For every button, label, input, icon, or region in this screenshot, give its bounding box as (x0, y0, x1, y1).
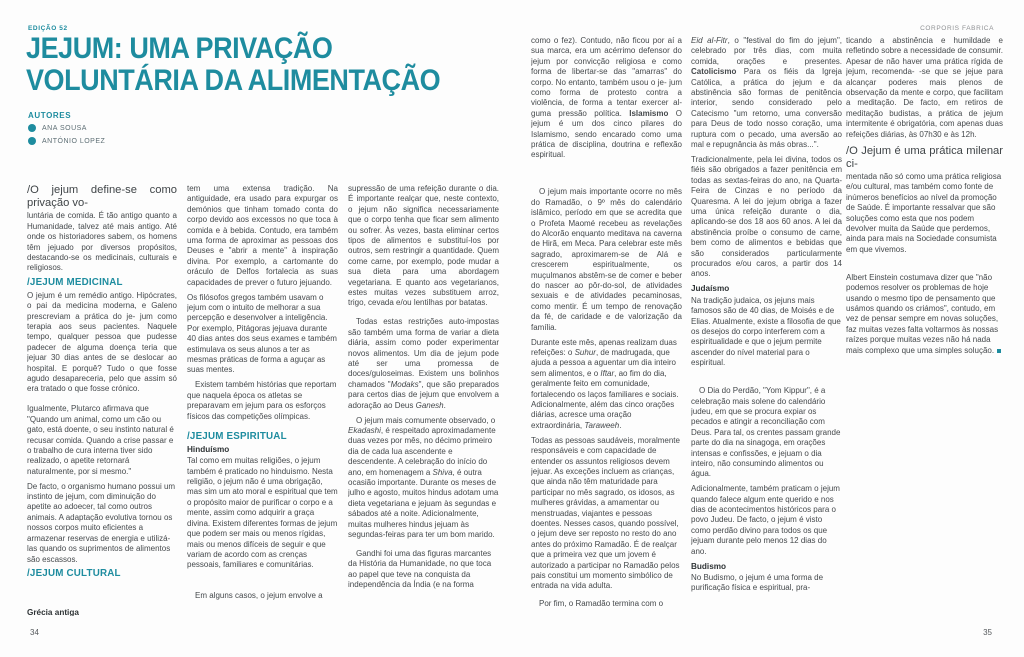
text-run: luntária de comida. É tão antigo quanto a Humanidade, talvez até mais antigo. Até onde os historiadores sabem, os homens têm jejuado por diversos propósitos, destacando-se os medicinais, culturais e religiosos. (27, 211, 177, 273)
paragraph (27, 482, 177, 565)
spacer (27, 582, 177, 608)
text-run: O jejum mais importante ocorre no mês do Ramadão, o 9º mês do calendário islâmico, período em que se acredita que o Profeta Maomé recebeu as revelações do Alcorão enquanto meditava na caverna de Hirã, em Meca. Para celebrar este mês sagrado, aproximarem-se de Alá e crescerem espiritualmente, os muçulmanos abstêm-se de comer e beber do nascer ao pôr-do-sol, de atividades sexuais e de atividades pecaminosas, como mentir. É um tempo de renovação da fé, de caridade e de valorização da família. (531, 187, 682, 332)
text-column-6 (846, 36, 1003, 618)
text-run: No Budismo, o jejum é uma forma de purificação física e espiritual, pra- (691, 573, 824, 593)
inline-italic-term: Ganesh (415, 400, 444, 410)
text-run: O jejum é um dos cinco pilares do Islamismo, sendo encarado como uma prática de disciplina, doutrina e reflexão espiritual. (531, 108, 682, 160)
text-run: Judaísmo (691, 284, 730, 294)
text-run: Hinduísmo (187, 444, 230, 454)
text-run: Igualmente, Plutarco afirmava que "Quando um animal, como um cão ou gato, está doente, o seu instinto natural é recusar comida. Quando a crise passar e o trabalho de cura interna tiver sido realizado, o apetite retornará naturalmente, por si mesmo." (27, 404, 174, 476)
paragraph (187, 456, 338, 570)
author-item (28, 137, 105, 145)
text-run: tem uma extensa tradição. Na antiguidade, era usado para expurgar os demónios que tinham tomado conta do corpo devido aos excessos no que toca à comida e à bebida. Contudo, era também uma forma de aproximar as pessoas dos Deuses e "abrir a mente" à inspiração divina. Por exemplo, a cartomante do oráculo de Delfos fortalecia as suas capacidades de prever o futuro jejuando. (187, 184, 338, 287)
text-run: ticando a abstinência e humildade e refletindo sobre a necessidade de consumir. Apesar de não haver uma prática rígida de jejum, recomenda- -se que se jejue para alcançar poderes mais plenos de observação da mente e corpo, que facilitam a meditação. De facto, em retiros de meditação budistas, a prática de jejum intermitente é obrigatória, com apenas duas refeições diárias, às 07h30 e às 12h. (846, 36, 1003, 139)
text-run: supressão de uma refeição durante o dia. É importante realçar que, neste contexto, o jejum não significa necessariamente que o corpo tenha que ficar sem alimento ou sofrer. Às vezes, basta eliminar certos tipos de alimentos e substituí-los por outros, sem restringir a quantidade. Quem come carne, por exemplo, pode mudar a sua dieta para uma abordagem vegetariana. E quanto aos vegetarianos, estes muitas vezes substituem arroz, trigo, cevada e/ou lentilhas por batatas. (348, 184, 499, 308)
paragraph (348, 416, 499, 541)
inline-italic-term: Shiva (432, 467, 453, 477)
paragraph (846, 273, 1003, 356)
paragraph (691, 296, 842, 369)
paragraph (348, 549, 499, 591)
paragraph (846, 36, 1003, 140)
text-run: Por fim, o Ramadão termina com o (539, 599, 664, 609)
text-run: Grécia antiga (27, 607, 79, 616)
paragraph (531, 36, 682, 161)
text-run: Adicionalmente, também praticam o jejum quando falece algum ente querido e nos dias de acontecimentos históricos para o povo Judeu. De facto, o jejum é visto como perdão divino para todos os que jejuam durante pelo menos 12 dias do ano. (691, 484, 840, 556)
text-column-5 (691, 36, 842, 618)
section-heading (27, 569, 177, 579)
text-column-4 (531, 36, 682, 618)
paragraph (27, 211, 177, 273)
paragraph (531, 436, 682, 592)
section-heading (27, 278, 177, 288)
paragraph (187, 184, 338, 288)
paragraph (531, 187, 682, 333)
section-heading (187, 432, 338, 442)
authors-label: AUTORES (28, 111, 72, 120)
inline-italic-term: Modaks (390, 379, 419, 389)
inline-bold-term: Catolicismo (691, 67, 737, 77)
text-run: Durante este mês, apenas realizam duas refeições: o (531, 337, 677, 357)
sub-heading (27, 608, 177, 616)
paragraph (348, 184, 499, 309)
spacer (691, 373, 842, 386)
article-end-marker (997, 349, 1001, 353)
text-run: , é outra ocasião importante. Durante os meses de julho e agosto, muitos hindus adotam uma dieta vegetariana e jejuam às segundas e sábados até a noite. Adicionalmente, muitas mulheres hindus jejuam às segundas-feiras para ter um bom marido. (348, 467, 499, 539)
text-run: Os filósofos gregos também usavam o jejum com o intuito de melhorar a sua percepção e desenvolver a inteligência. Por exemplo, Pitágoras jejuava durante 40 dias antes dos seus exames e também estimulava os seus alunos a ter as mesmas práticas de forma a aguçar as suas mentes. (187, 292, 337, 375)
author-bullet-icon (28, 124, 36, 132)
text-run: Tal como em muitas religiões, o jejum também é praticado no hinduismo. Nesta religião, o jejum não é uma obrigação, mas sim um ato moral e espiritual que tem o propósito maior de purificar o corpo e a mente, assim como adquirir a graça divina. Existem diferentes formas de jejum que podem ser mais ou menos rígidas, mais ou menos difíceis de seguir e que variam de acordo com as crenças pessoais, familiares e comunitárias. (187, 456, 338, 570)
author-item (28, 124, 105, 132)
text-run: De facto, o organismo humano possui um instinto de jejum, com diminuição do apetite ao adoecer, tal como outros animais. A adaptação evolutiva tornou os nossos corpos muito eficientes a armazenar reservas de energia e utilizá-las quando os suprimentos de alimentos são escassos. (27, 481, 176, 564)
article-title-line1: JEJUM: UMA PRIVAÇÃO (26, 32, 333, 65)
paragraph (691, 36, 842, 150)
paragraph (691, 573, 842, 594)
text-run: /JEJUM MEDICINAL (27, 277, 123, 289)
paragraph (187, 591, 338, 601)
spacer (531, 165, 682, 187)
authors-list (28, 124, 105, 150)
text-run: Budismo (691, 561, 727, 571)
text-run: mentada não só como uma prática religiosa e/ou cultural, mas também como fonte de inúmeros benefícios ao nível da promoção de Saúde. É importante ressalvar que são soluções como esta que nos podem devolver muita da Saúde que perdemos, ainda para mais na Sociedade consumista em que vivemos. (846, 171, 1002, 254)
paragraph (531, 338, 682, 432)
text-run: Existem também histórias que reportam que naquela época os atletas se preparavam em jejum para os esforços físicos das competições olímpicas. (187, 380, 337, 421)
spacer (846, 260, 1003, 273)
page-number-left: 34 (30, 628, 39, 637)
paragraph (531, 599, 682, 609)
spacer (187, 575, 338, 591)
sub-heading (691, 562, 842, 572)
article-title-line2: VOLUNTÁRIA DA ALIMENTAÇÃO (26, 63, 441, 97)
text-run: Albert Einstein costumava dizer que "não podemos resolver os problemas de hoje usando o mesmo tipo de pensamento que usámos quando os criámos", contudo, em vez de pensar sempre em novas soluções, faz muitas vezes falta voltarmos às nossas raízes porque muitas vezes não há nada mais complexo que uma simples solução. (846, 272, 999, 355)
sub-heading (691, 284, 842, 294)
text-run: Para os fiéis da Igreja Católica, a prática do jejum e da abstinência são formas de penitência interior, sendo considerado pelo Catecismo "um retorno, uma conversão para Deus de todo nosso coração, uma ruptura com o pecado, uma aversão ao mal e repugnância às más obras...". (691, 67, 842, 150)
inline-italic-term: Eid al-Fitr (691, 36, 728, 45)
paragraph (187, 293, 338, 376)
text-run: /JEJUM CULTURAL (27, 568, 121, 580)
magazine-name: CORPORIS FABRICA (920, 25, 994, 32)
page-number-right: 35 (983, 628, 992, 637)
edition-label: EDIÇÃO 52 (28, 25, 68, 32)
text-run: , é respeitado aproximadamente duas vezes por mês, no décimo primeiro dia de cada lua ascendente e descendente. A celebração do início do ano, em homenagem a (348, 425, 496, 477)
text-run: O jejum é um remédio antigo. Hipócrates, o pai da medicina moderna, e Galeno prescreviam a prática do je- jum como terapia aos seus pacientes. Naquele tempo, qualquer pessoa que pudesse padecer de alguma doença teria que jejuar 30 dias antes de se deslocar ao hospital. E porquê? Tudo o que fosse agudo desapareceria, pelo que assim só era tratado o que fosse crónico. (27, 290, 177, 394)
paragraph (187, 380, 338, 422)
text-run: . (619, 420, 622, 430)
text-run: , de madrugada, que ajuda a pessoa a aguentar um dia inteiro sem alimentos, e o (531, 347, 676, 378)
paragraph (691, 484, 842, 557)
text-run: /O Jejum é uma prática milenar ci- (846, 144, 1003, 170)
author-name: ANA SOUSA (42, 124, 87, 132)
text-run: . (443, 400, 446, 410)
text-run: ", que são preparados para certos dias de jejum que envolvem a adoração ao Deus (348, 379, 499, 410)
text-column-3 (348, 184, 499, 616)
text-run: Todas estas restrições auto-impostas são também uma forma de variar a dieta diária, assim como poder experimentar novos alimentos. Um dia de jejum pode até ser uma promessa de doces/guloseimas. Existem uns bolinhos chamados " (348, 317, 499, 389)
paragraph (27, 404, 177, 477)
lead-paragraph (27, 184, 177, 210)
inline-italic-term: Taraweeh (584, 420, 620, 430)
inline-bold-term: Islamismo (629, 108, 669, 118)
lead-paragraph (846, 145, 1003, 171)
text-run: Em alguns casos, o jejum envolve a (195, 591, 323, 601)
paragraph (846, 172, 1003, 255)
paragraph (691, 386, 842, 480)
paragraph (691, 155, 842, 280)
text-run: Tradicionalmente, pela lei divina, todos os fiéis são obrigados a fazer penitência em todas as sextas-feiras do ano, na Quarta-Feira de Cinzas e no período da Quaresma. A lei do jejum obriga a fazer uma única refeição durante o dia, aplicando-se dos 18 aos 60 anos. A lei da abstinência proíbe o consumo de carne, bem como de alimentos e bebidas que são considerados particularmente procurados e/ou caros, a partir dos 14 anos. (691, 154, 842, 279)
author-name: ANTÓNIO LOPEZ (42, 137, 106, 145)
text-run: como o fez). Contudo, não ficou por aí a sua marca, era um acérrimo defensor do jejum por convicção religiosa e como forma de libertar-se das "amarras" do corpo. No entanto, também usou o je- jum como forma de protesto contra a violência, de forma a tentar exercer al- guma pressão política. (531, 36, 682, 118)
sub-heading (187, 445, 338, 455)
inline-italic-term: Ekadashi (348, 425, 381, 435)
paragraph (348, 317, 499, 411)
author-bullet-icon (28, 137, 36, 145)
inline-italic-term: Iftar (600, 368, 615, 378)
text-run: /JEJUM ESPIRITUAL (187, 431, 287, 443)
text-run: Gandhi foi uma das figuras marcantes da História da Humanidade, no que toca ao papel que teve na conquista da independência da Índia (e na forma (348, 548, 492, 590)
text-run: Na tradição judaica, os jejuns mais famosos são de 40 dias, de Moisés e de Elias. Atualmente, existe a filosofia de que os desejos do corpo interferem com a espiritualidade e que o jejum permite ascender do nível material para o espiritual. (691, 295, 841, 368)
text-run: Todas as pessoas saudáveis, moralmente responsáveis e com capacidade de entender os assuntos religiosos devem jejuar. As exceções incluem as crianças, que ainda não têm maturidade para participar no mês sagrado, os idosos, as mulheres grávidas, a amamentar ou menstruadas, viajantes e pessoas doentes. Nesses casos, quando possível, o jejum deve ser reposto no resto do ano antes do próximo Ramadão. É de realçar que a primeira vez que um jovem é autorizado a participar no Ramadão pelos pais constitui um momento simbólico de entrada na vida adulta. (531, 435, 680, 591)
text-run: , ao fim do dia, geralmente feito em comunidade, fortalecendo os laços familiares e sociais. Adicionalmente, além das cinco orações diárias, acresce uma oração extraordinária, (531, 368, 679, 430)
text-run: /O jejum define-se como privação vo- (27, 184, 177, 210)
text-run: O Dia do Perdão, "Yom Kippur", é a celebração mais solene do calendário judeu, em que se procura expiar os pecados e atingir a reconciliação com Deus. Para tal, os crentes passam grande parte do dia na sinagoga, em orações intensas e confissões, e jejuam o dia inteiro, não consumindo alimentos ou água. (691, 386, 841, 479)
text-run: O jejum mais comumente observado, o (356, 415, 496, 425)
text-run: , o "festival do fim do jejum", celebrado por três dias, com muita comida, orações e presentes. (691, 36, 842, 66)
text-column-2 (187, 184, 338, 616)
inline-italic-term: Suhur (574, 347, 596, 357)
article-title (26, 33, 440, 96)
paragraph (27, 291, 177, 395)
text-column-1 (27, 184, 177, 616)
